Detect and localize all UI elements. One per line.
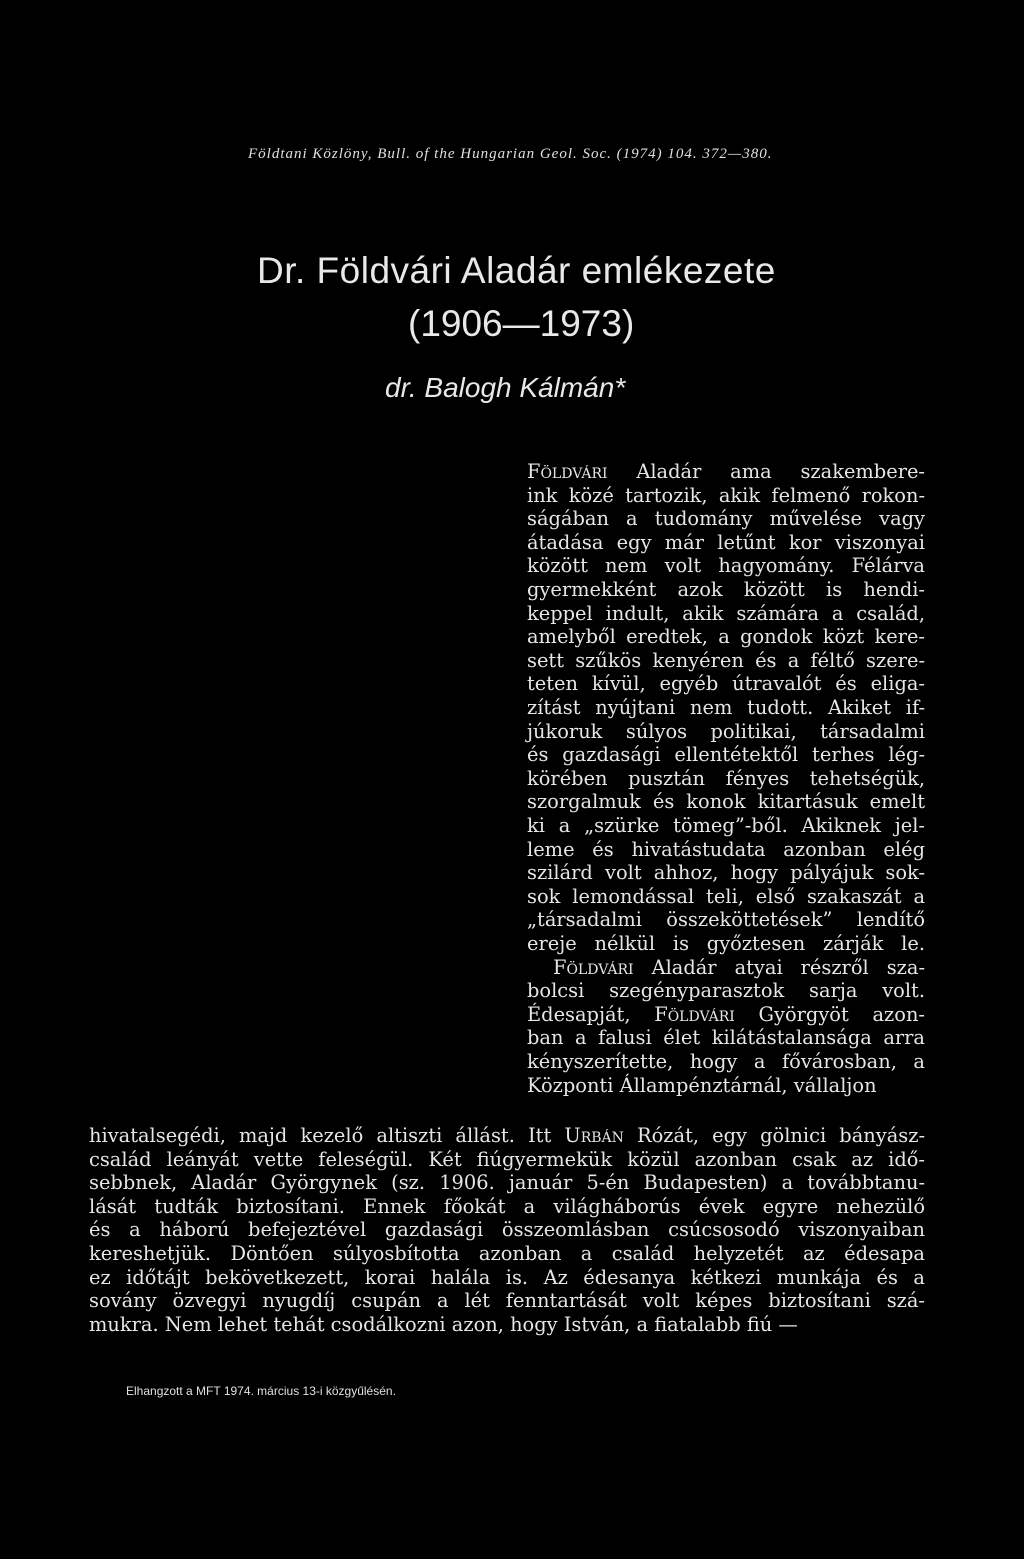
text-run: sok lemondással teli, első szakaszát a bbox=[527, 884, 925, 908]
text-line bbox=[527, 554, 925, 577]
text-run: teten kívül, egyéb útravalót és eliga- bbox=[527, 672, 925, 696]
text-run: és gazdasági ellentétektől terhes lég- bbox=[527, 743, 925, 767]
text-line bbox=[89, 1289, 925, 1312]
text-line bbox=[527, 743, 925, 766]
text-run: bolcsi szegényparasztok sarja volt. bbox=[527, 979, 925, 1003]
text-run: lását tudták biztosítani. Ennek főokát a világháborús évek egyre nehezülő bbox=[89, 1194, 925, 1218]
text-line bbox=[89, 1171, 925, 1194]
text-run: leme és hivatástudata azonban elég bbox=[527, 837, 925, 861]
text-line bbox=[527, 720, 925, 743]
text-run: sebbnek, Aladár Györgynek (sz. 1906. január 5-én Budapesten) a továbbtanu- bbox=[89, 1171, 925, 1195]
text-run: sovány özvegyi nyugdíj csupán a lét fenntartását volt képes biztosítani szá- bbox=[89, 1289, 925, 1313]
text-run: kereshetjük. Döntően súlyosbította azonban a család helyzetét az édesapa bbox=[89, 1242, 925, 1265]
text-line bbox=[527, 1074, 925, 1097]
footnote: Elhangzott a MFT 1974. március 13-i közgyűlésén. bbox=[126, 1384, 396, 1398]
text-line bbox=[527, 625, 925, 648]
text-run: Aladár ama szakembere- bbox=[607, 460, 925, 483]
small-caps-name: Földvári bbox=[527, 460, 608, 483]
text-run: ban a falusi élet kilátástalansága arra bbox=[527, 1026, 925, 1050]
text-run: szorgalmuk és konok kitartásuk emelt bbox=[527, 790, 925, 814]
text-line bbox=[527, 1026, 925, 1049]
text-line bbox=[89, 1124, 925, 1147]
text-line bbox=[527, 908, 925, 931]
text-run: zítást nyújtani nem tudott. Akiket if- bbox=[527, 696, 925, 719]
text-run: szilárd volt ahhoz, hogy pályájuk sok- bbox=[527, 861, 925, 885]
text-line bbox=[527, 696, 925, 719]
text-line bbox=[527, 1050, 925, 1073]
text-line bbox=[527, 885, 925, 908]
text-line bbox=[527, 578, 925, 601]
text-run: Édesapját, bbox=[527, 1002, 655, 1026]
text-line bbox=[527, 814, 925, 837]
text-line bbox=[527, 460, 925, 483]
small-caps-name: Urbán bbox=[564, 1124, 624, 1147]
text-line bbox=[527, 649, 925, 672]
text-run: hivatalsegédi, majd kezelő altiszti állást. Itt bbox=[89, 1124, 565, 1147]
text-line bbox=[527, 507, 925, 530]
text-run: és a háború befejeztével gazdasági összeomlásban csúcsosodó viszonyaiban bbox=[89, 1218, 925, 1242]
text-line bbox=[527, 602, 925, 625]
text-run: Központi Állampénztárnál, vállaljon bbox=[527, 1073, 877, 1097]
text-run: sett szűkös kenyéren és a féltő szere- bbox=[527, 648, 925, 672]
text-line bbox=[527, 861, 925, 884]
small-caps-name: Földvári bbox=[654, 1002, 735, 1026]
article-title: Dr. Földvári Aladár emlékezete bbox=[257, 250, 776, 291]
text-line bbox=[89, 1195, 925, 1218]
text-line bbox=[89, 1242, 925, 1265]
text-run: ink közé tartozik, akik felmenő rokon- bbox=[527, 483, 925, 507]
text-run: Rózát, egy gölnici bányász- bbox=[623, 1124, 925, 1147]
text-line bbox=[89, 1218, 925, 1241]
text-line bbox=[527, 767, 925, 790]
article-author: dr. Balogh Kálmán* bbox=[385, 372, 626, 403]
text-run: mukra. Nem lehet tehát csodálkozni azon, hogy István, a fiatalabb fiú — bbox=[89, 1312, 798, 1336]
text-line bbox=[527, 979, 925, 1002]
text-line bbox=[527, 672, 925, 695]
text-run: júkoruk súlyos politikai, társadalmi bbox=[527, 719, 925, 743]
text-line bbox=[527, 790, 925, 813]
text-run: ságában a tudomány művelése vagy bbox=[527, 507, 925, 531]
text-line bbox=[527, 838, 925, 861]
text-run: ereje nélkül is győztesen zárják le. bbox=[527, 932, 925, 955]
text-line bbox=[527, 484, 925, 507]
text-run: amelyből eredtek, a gondok közt kere- bbox=[527, 625, 925, 649]
text-run: Györgyöt azon- bbox=[734, 1002, 925, 1026]
text-run: ez időtájt bekövetkezett, korai halála is. Az édesanya kétkezi munkája és a bbox=[89, 1265, 925, 1289]
text-run: család leányát vette feleségül. Két fiúgyermekük közül azonban csak az idő- bbox=[89, 1147, 925, 1171]
text-run: „társadalmi összeköttetések” lendítő bbox=[527, 908, 925, 932]
text-run: között nem volt hagyomány. Félárva bbox=[527, 554, 925, 578]
text-run: gyermekként azok között is hendi- bbox=[527, 578, 925, 601]
text-run: kényszerítette, hogy a fővárosban, a bbox=[527, 1050, 925, 1073]
text-run: körében pusztán fényes tehetségük, bbox=[527, 766, 925, 790]
text-line bbox=[89, 1266, 925, 1289]
text-line bbox=[527, 932, 925, 955]
text-line bbox=[527, 1003, 925, 1026]
text-line bbox=[527, 531, 925, 554]
text-run: átadása egy már letűnt kor viszonyai bbox=[527, 530, 925, 554]
text-run: ki a „szürke tömeg”-ből. Akiknek jel- bbox=[527, 814, 925, 837]
text-run: Aladár atyai részről sza- bbox=[633, 955, 925, 979]
text-run: keppel indult, akik számára a család, bbox=[527, 601, 925, 625]
journal-citation: Földtani Közlöny, Bull. of the Hungarian Geol. Soc. (1974) 104. 372—380. bbox=[248, 146, 773, 162]
text-line bbox=[89, 1313, 925, 1336]
text-line bbox=[89, 1148, 925, 1171]
text-line bbox=[553, 956, 925, 979]
small-caps-name: Földvári bbox=[553, 955, 634, 979]
article-title-dates: (1906—1973) bbox=[408, 303, 635, 344]
